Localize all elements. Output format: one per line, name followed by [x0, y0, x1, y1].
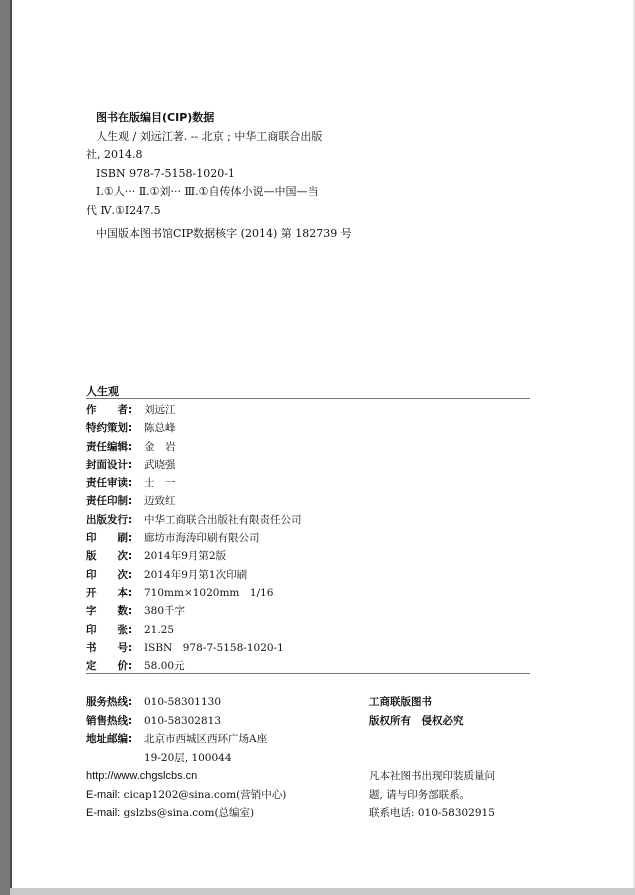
email-editorial-value[interactable]: gslzbs@sina.com(总编室) — [123, 807, 255, 819]
cip-line-4: Ⅰ.①人··· Ⅱ.①刘··· Ⅲ.①自传体小说—中国—当 — [96, 185, 319, 198]
scan-edge-left — [0, 0, 10, 895]
book-info-row — [86, 566, 302, 584]
book-info-value: 21.25 — [144, 623, 175, 636]
book-info-list — [86, 401, 302, 675]
email-editorial — [86, 804, 286, 823]
book-info-row — [86, 639, 302, 657]
service-hotline-label: 服务热线: — [86, 696, 133, 708]
sales-hotline-label: 销售热线: — [86, 714, 133, 727]
address — [86, 730, 286, 749]
sales-hotline-value: 010-58302813 — [144, 714, 222, 727]
book-info-value: 迈致红 — [144, 495, 176, 508]
service-hotline — [86, 693, 286, 712]
book-info-value: 武晓强 — [144, 458, 176, 471]
book-info-label: 印 刷: — [86, 532, 133, 545]
book-info-value: 380千字 — [144, 605, 186, 618]
address-line-1: 北京市西城区西环广场A座 — [144, 733, 268, 745]
book-info-value: ISBN 978-7-5158-1020-1 — [144, 641, 284, 654]
book-info-value: 中华工商联合出版社有限责任公司 — [144, 513, 302, 526]
cip-line-1: 人生观 / 刘远江著. -- 北京 ; 中华工商联合出版 — [96, 129, 323, 143]
service-hotline-value: 010-58301130 — [144, 696, 222, 708]
book-info-value: 廊坊市海涛印刷有限公司 — [144, 532, 260, 545]
book-info-row — [86, 602, 302, 620]
book-info-label: 定 价: — [86, 660, 133, 673]
book-info-row — [86, 419, 302, 437]
book-info-row — [86, 511, 302, 529]
contact-block — [86, 693, 286, 823]
email-marketing — [86, 786, 286, 805]
book-info-label: 特约策划: — [86, 422, 133, 435]
book-info-value: 陈总峰 — [144, 422, 176, 435]
book-info-label: 作 者: — [86, 404, 133, 416]
book-info-label: 印 次: — [86, 568, 133, 581]
book-info-value: 金 岩 — [144, 440, 176, 453]
cip-line-2: 社, 2014.8 — [86, 148, 143, 161]
cip-verification: 中国版本图书馆CIP数据核字 (2014) 第 182739 号 — [96, 227, 352, 240]
sales-hotline — [86, 712, 286, 731]
divider-bottom — [86, 673, 530, 674]
book-info-value: 2014年9月第1次印刷 — [144, 568, 248, 581]
rights-notice: 版权所有 侵权必究 — [369, 714, 464, 727]
book-info-label: 责任印制: — [86, 495, 133, 508]
book-info-row — [86, 547, 302, 565]
book-info-label: 责任编辑: — [86, 440, 133, 453]
book-info-row — [86, 492, 302, 510]
scan-edge-bottom — [10, 888, 635, 895]
address-cont — [86, 749, 286, 768]
book-info-value: 710mm×1020mm 1/16 — [144, 586, 274, 599]
book-info-value: 58.00元 — [144, 660, 185, 673]
email-editorial-label: E-mail: — [86, 807, 121, 819]
book-info-row — [86, 474, 302, 492]
book-info-value: 刘远江 — [144, 404, 176, 416]
book-info-row — [86, 621, 302, 639]
book-title: 人生观 — [86, 385, 119, 398]
book-info-label: 责任审读: — [86, 477, 133, 490]
book-info-label: 封面设计: — [86, 458, 133, 471]
cip-data-block — [86, 109, 352, 244]
book-info-label: 出版发行: — [86, 513, 133, 526]
quality-notice-2: 题, 请与印务部联系。 — [369, 788, 471, 801]
email-marketing-label: E-mail: — [86, 788, 121, 801]
book-info-label: 书 号: — [86, 641, 133, 654]
book-info-row — [86, 438, 302, 456]
scan-edge-shadow — [10, 0, 12, 895]
imprint-label: 工商联版图书 — [369, 696, 432, 708]
address-line-2: 19-20层, 100044 — [144, 751, 232, 764]
divider-top — [86, 398, 530, 399]
cip-heading: 图书在版编目(CIP)数据 — [96, 111, 215, 124]
book-info-value: 士 一 — [144, 477, 176, 490]
email-marketing-value[interactable]: cicap1202@sina.com(营销中心) — [123, 788, 287, 801]
quality-notice-1: 凡本社图书出现印装质量问 — [369, 770, 495, 782]
book-info-label: 开 本: — [86, 586, 133, 599]
book-info-row — [86, 584, 302, 602]
book-info-label: 版 次: — [86, 550, 133, 563]
book-info-value: 2014年9月第2版 — [144, 550, 227, 563]
book-info-row — [86, 456, 302, 474]
cip-line-5: 代 Ⅳ.①I247.5 — [86, 203, 161, 217]
book-info-row — [86, 401, 302, 419]
website-link[interactable]: http://www.chgslcbs.cn — [86, 770, 198, 782]
address-label: 地址邮编: — [86, 733, 133, 745]
book-info-row — [86, 529, 302, 547]
cip-isbn: ISBN 978-7-5158-1020-1 — [96, 166, 235, 180]
book-info-label: 字 数: — [86, 605, 133, 618]
quality-phone: 联系电话: 010-58302915 — [369, 807, 495, 819]
book-info-label: 印 张: — [86, 623, 133, 636]
publisher-notice-block — [369, 693, 495, 823]
